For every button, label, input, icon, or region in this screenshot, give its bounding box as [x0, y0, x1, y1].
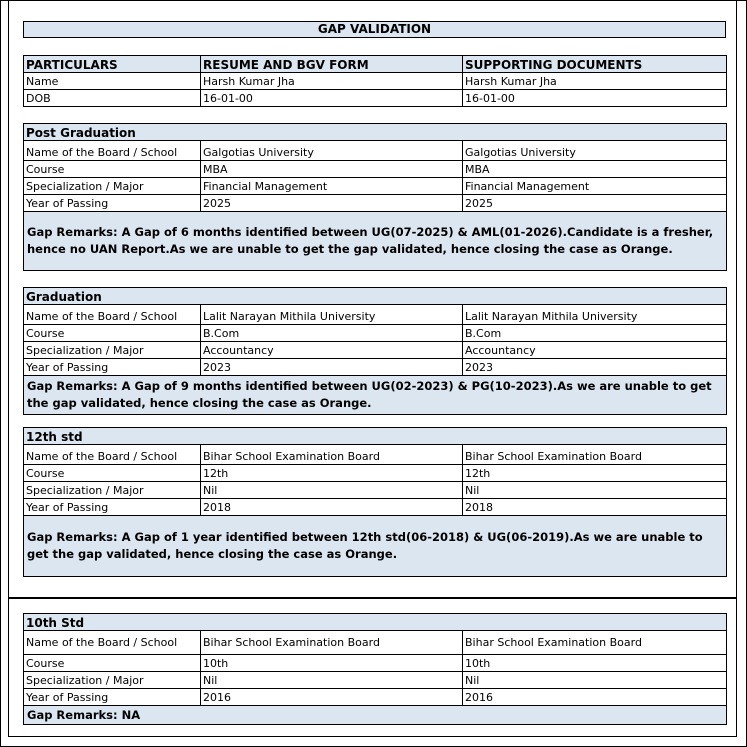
- gap-remarks: Gap Remarks: A Gap of 1 year identified between 12th std(06-2018) & UG(06-2019).As we are unable to get the gap validated, hence closing the case as Orange.: [24, 516, 727, 577]
- year-resume: 2023: [201, 359, 463, 376]
- table-row: [24, 161, 727, 178]
- course-label: Course: [24, 161, 201, 178]
- board-label: Name of the Board / School: [24, 445, 201, 465]
- course-label: Course: [24, 465, 201, 482]
- board-doc: Galgotias University: [463, 141, 727, 161]
- header-documents: SUPPORTING DOCUMENTS: [463, 56, 727, 73]
- section-heading: Graduation: [24, 288, 727, 305]
- section-heading: 12th std: [24, 428, 727, 445]
- specialization-doc: Nil: [463, 482, 727, 499]
- course-resume: MBA: [201, 161, 463, 178]
- course-resume: 10th: [201, 655, 463, 672]
- dob-doc: 16-01-00: [463, 90, 727, 107]
- gap-remarks: Gap Remarks: NA: [24, 706, 727, 725]
- tenth-table: [23, 613, 727, 725]
- year-resume: 2025: [201, 195, 463, 212]
- course-doc: 10th: [463, 655, 727, 672]
- graduation-table: [23, 287, 727, 415]
- table-row: [24, 655, 727, 672]
- table-row: [24, 178, 727, 195]
- table-row: [24, 631, 727, 655]
- name-doc: Harsh Kumar Jha: [463, 73, 727, 90]
- remarks-row: [24, 376, 727, 415]
- course-doc: MBA: [463, 161, 727, 178]
- table-row: [24, 73, 727, 90]
- table-row: [24, 465, 727, 482]
- header-resume: RESUME AND BGV FORM: [201, 56, 463, 73]
- table-row: [24, 672, 727, 689]
- year-resume: 2018: [201, 499, 463, 516]
- year-label: Year of Passing: [24, 359, 201, 376]
- board-resume: Galgotias University: [201, 141, 463, 161]
- year-label: Year of Passing: [24, 499, 201, 516]
- year-doc: 2016: [463, 689, 727, 706]
- course-resume: 12th: [201, 465, 463, 482]
- specialization-resume: Accountancy: [201, 342, 463, 359]
- board-label: Name of the Board / School: [24, 141, 201, 161]
- name-resume: Harsh Kumar Jha: [201, 73, 463, 90]
- header-row: [24, 56, 727, 73]
- dob-resume: 16-01-00: [201, 90, 463, 107]
- specialization-label: Specialization / Major: [24, 672, 201, 689]
- table-row: [24, 689, 727, 706]
- year-doc: 2023: [463, 359, 727, 376]
- course-label: Course: [24, 325, 201, 342]
- specialization-label: Specialization / Major: [24, 342, 201, 359]
- year-label: Year of Passing: [24, 195, 201, 212]
- board-doc: Bihar School Examination Board: [463, 445, 727, 465]
- board-resume: Bihar School Examination Board: [201, 631, 463, 655]
- specialization-resume: Nil: [201, 672, 463, 689]
- post-graduation-table: [23, 123, 727, 271]
- course-resume: B.Com: [201, 325, 463, 342]
- specialization-doc: Accountancy: [463, 342, 727, 359]
- gap-remarks: Gap Remarks: A Gap of 6 months identified between UG(07-2025) & AML(01-2026).Candidate is a fresher, hence no UAN Report.As we are unable to get the gap validated, hence closing the case as Orange.: [24, 212, 727, 271]
- course-label: Course: [24, 655, 201, 672]
- dob-label: DOB: [24, 90, 201, 107]
- name-label: Name: [24, 73, 201, 90]
- specialization-label: Specialization / Major: [24, 178, 201, 195]
- section-heading: Post Graduation: [24, 124, 727, 141]
- table-row: [24, 141, 727, 161]
- board-resume: Bihar School Examination Board: [201, 445, 463, 465]
- table-row: [24, 359, 727, 376]
- table-row: [24, 445, 727, 465]
- section-heading: 10th Std: [24, 614, 727, 631]
- year-doc: 2018: [463, 499, 727, 516]
- specialization-doc: Financial Management: [463, 178, 727, 195]
- board-label: Name of the Board / School: [24, 631, 201, 655]
- specialization-resume: Nil: [201, 482, 463, 499]
- course-doc: B.Com: [463, 325, 727, 342]
- section-heading-row: [24, 124, 727, 141]
- board-resume: Lalit Narayan Mithila University: [201, 305, 463, 325]
- table-row: [24, 90, 727, 107]
- header-particulars: PARTICULARS: [24, 56, 201, 73]
- year-doc: 2025: [463, 195, 727, 212]
- gap-remarks: Gap Remarks: A Gap of 9 months identified between UG(02-2023) & PG(10-2023).As we are unable to get the gap validated, hence closing the case as Orange.: [24, 376, 727, 415]
- year-label: Year of Passing: [24, 689, 201, 706]
- section-heading-row: [24, 428, 727, 445]
- personal-table: [23, 55, 727, 107]
- twelfth-table: [23, 427, 727, 577]
- board-label: Name of the Board / School: [24, 305, 201, 325]
- remarks-row: [24, 516, 727, 577]
- table-row: [24, 305, 727, 325]
- section-heading-row: [24, 614, 727, 631]
- table-row: [24, 482, 727, 499]
- table-row: [24, 325, 727, 342]
- specialization-label: Specialization / Major: [24, 482, 201, 499]
- year-resume: 2016: [201, 689, 463, 706]
- specialization-resume: Financial Management: [201, 178, 463, 195]
- remarks-row: [24, 212, 727, 271]
- course-doc: 12th: [463, 465, 727, 482]
- board-doc: Lalit Narayan Mithila University: [463, 305, 727, 325]
- section-heading-row: [24, 288, 727, 305]
- remarks-row: [24, 706, 727, 725]
- specialization-doc: Nil: [463, 672, 727, 689]
- page-title: GAP VALIDATION: [23, 21, 726, 38]
- board-doc: Bihar School Examination Board: [463, 631, 727, 655]
- table-row: [24, 195, 727, 212]
- table-row: [24, 342, 727, 359]
- table-row: [24, 499, 727, 516]
